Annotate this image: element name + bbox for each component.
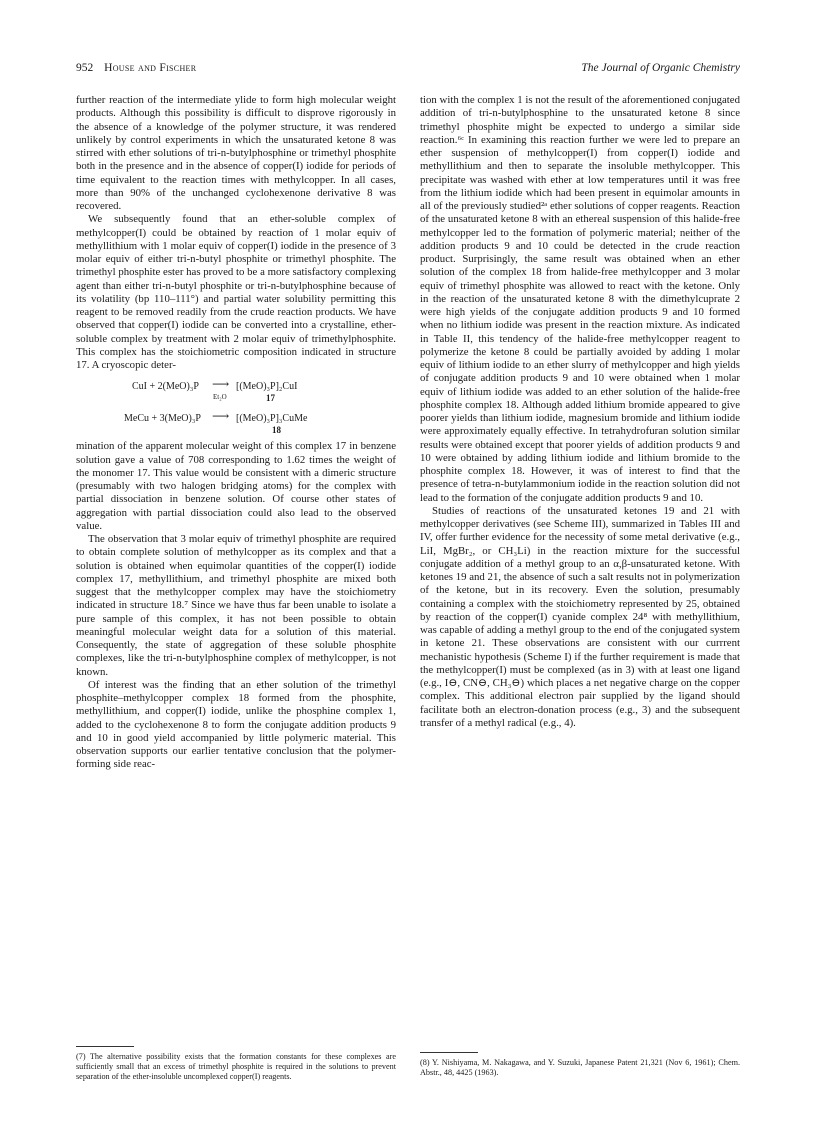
left-paragraph-1: further reaction of the intermediate ylide to form high molecular weight products. Although this possibility is difficult to disprove rigorously in the absence of a knowledge of the polymer structure, it was rendered unlikely by control experiments in which the unsaturated ketone 8 was stirred with ether solutions of tri-n-butylphosphine or trimethyl phosphite both in the presence and in the absence of copper(I) iodide for periods of time equivalent to the reaction times with methylcopper. In all cases, more than 90% of the unchanged cyclohexenone derivative 8 was recovered. [76, 94, 396, 212]
equation-18-reactants: MeCu + 3(MeO)₃P [124, 413, 201, 425]
journal-name: The Journal of Organic Chemistry [581, 62, 740, 74]
equation-18-arrow: ⟶ [212, 409, 230, 424]
left-paragraph-2: We subsequently found that an ether-soluble complex of methylcopper(I) could be obtained by reaction of 1 molar equiv of methyllithium with 1 molar equiv of copper(I) iodide in the presence of 3 molar equiv of either tri-n-butyl phosphite or trimethyl phosphite. The trimethyl phosphite ester has proved to be a more satisfactory complexing agent than either tri-n-butyl phosphite or tri-n-butylphosphine because of its volatility (bp 110–111°) and partial water solubility permitting this reagent to be removed readily from the crude reaction products. We have observed that copper(I) iodide can be converted into a crystalline, ether-soluble complex by treatment with 2 molar equiv of trimethylphosphite. This complex has the stoichiometric composition indicated in structure 17. A cryoscopic deter- [76, 213, 396, 371]
equation-18-label: 18 [272, 425, 281, 436]
equation-17-product: [(MeO)₃P]₂CuI [236, 381, 298, 393]
right-paragraph-2: Studies of reactions of the unsaturated ketones 19 and 21 with methylcopper derivatives (see Scheme III), summarized in Tables III and IV, offer further evidence for the necessity of some metal derivative (e.g., LiI, MgBr₂, or CH₃Li) in the reaction mixture for the successful conjugate addition of a methyl group to an α,β-unsaturated ketone. With ketones 19 and 21, the absence of such a salt results not in polymerization of the ketone, but in its recovery. Even the solution, presumably containing a complex with the stoichiometry represented by 25, obtained by reaction of the copper(I) cyanide complex 24⁸ with methyllithium, was capable of adding a methyl group to the end of the conjugated system in ketone 21. These observations are consistent with our currrent mechanistic hypothesis (Scheme I) if the further requirement is made that the methylcopper(I) must be complexed (as in 3) with at least one ligand (e.g., I⊖, CN⊖, CH₃⊖) which places a net negative charge on the copper complex. This additional electron pair supplied by the ligand should facilitate both an electron-donation process (e.g., 3) and the subsequent transfer of a methyl radical (e.g., 4). [420, 504, 740, 729]
left-paragraph-3: mination of the apparent molecular weight of this complex 17 in benzene solution gave a value of 708 corresponding to 1.62 times the weight of the monomer 17. This value would be consistent with a dimeric structure (presumably with two halogen bridging atoms) for the complex with partial dissociation in benzene solution. Of course other states of aggregation with partial dissociation could also lead to the observed value. [76, 440, 396, 532]
equation-17-label: 17 [266, 393, 275, 404]
left-paragraph-5: Of interest was the finding that an ether solution of the trimethyl phosphite–methylcopper complex 18 formed from the phosphite, methyllithium, and copper(I) iodide, unlike the phosphine complex 1, added to the cyclohexenone 8 to form the conjugate addition products 9 and 10 in good yield accompanied by little polymeric material. This observation supports our earlier tentative conclusion that the polymer-forming side reac- [76, 678, 396, 771]
equation-17-reactants: CuI + 2(MeO)₃P [132, 381, 199, 393]
footnote-divider-left [76, 1046, 134, 1047]
equation-18 [76, 410, 396, 436]
running-header [76, 62, 740, 78]
header-left [76, 62, 196, 74]
author-names: House and Fischer [104, 62, 197, 74]
left-paragraph-4: The observation that 3 molar equiv of trimethyl phosphite are required to obtain complete solution of methylcopper as its complex and that a solution is obtained when equimolar quantities of the copper(I) iodide complex 17, methyllithium, and trimethyl phosphite are mixed both suggest that the methylcopper complex may have the stoichiometry indicated in structure 18.⁷ Since we have thus far been unable to isolate a pure sample of this complex, it has not been possible to obtain meaningful molecular weight data for a solution of this material. Consequently, the state of aggregation of these soluble phosphite complexes, like the tri-n-butylphosphine complex of methylcopper, is not known. [76, 533, 396, 678]
equation-17-solvent: Et₂O [213, 393, 227, 402]
footnote-7: (7) The alternative possibility exists that the formation constants for these complexes are sufficiently small that an excess of trimethyl phosphite is required in the solutions to prevent separation of the ether-insoluble uncomplexed copper(I) reagents. [76, 1052, 396, 1081]
footnote-divider-right [420, 1052, 478, 1053]
right-column [420, 94, 740, 730]
right-paragraph-1: tion with the complex 1 is not the result of the aforementioned conjugated addition of tri-n-butylphosphine to the unsaturated ketone 8 since trimethyl phosphite might be expected to undergo a similar side reaction.⁶ᶜ In examining this reaction further we were led to prepare an ether suspension of methylcopper(I) from copper(I) iodide and methyllithium and then to separate the insoluble methylcopper. This precipitate was washed with ether at low temperatures until it was free from the lithium iodide which had been present in equimolar amounts in all of the previously studied²ᵃ ether solutions of copper reagents. Reaction of the unsaturated ketone 8 with an ethereal suspension of this halide-free methylcopper led to the formation of polymeric material; neither of the addition products 9 and 10 could be detected in the crude reaction product. Surprisingly, the same result was obtained when an ether solution of the complex 18 from halide-free methylcopper and 3 molar equiv of trimethyl phosphite was allowed to react with the ketone. Only in the reaction of the unsaturated ketone 8 with the dimethylcuprate 2 were high yields of the conjugate addition products 9 and 10 formed when no lithium iodide was present in the reaction mixture. As indicated in Table II, this tendency of the halide-free methylcopper reagent to polymerize the ketone 8 could be partially avoided by adding 1 molar equiv of lithium iodide to an ether slurry of methylcopper and high yields of conjugate addition products 9 and 10 were obtained when 1 molar equiv of lithium iodide was added to an ether solution of the halide-free phosphite complex 18. Although added lithium bromide appeared to give poorer yields than lithium iodide, magnesium bromide and lithium iodide were approximately equally effective. In tetrahydrofuran solution similar results were obtained except that poorer yields of addition products 9 and 10 were obtained by adding lithium iodide and lithium bromide to the phosphite complex 18. However, it was of interest to find that the presence of tetra-n-butylammonium iodide in the reaction solution did not lead to the formation of the conjugate addition products 9 and 10. [420, 94, 740, 504]
equation-17 [76, 378, 396, 404]
page-number: 952 [76, 62, 94, 74]
equation-18-product: [(MeO)₃P]₃CuMe [236, 413, 308, 425]
equation-17-arrow: ⟶ [212, 377, 230, 392]
footnote-8: (8) Y. Nishiyama, M. Nakagawa, and Y. Suzuki, Japanese Patent 21,321 (Nov 6, 1961); Chem. Abstr., 48, 4425 (1963). [420, 1058, 740, 1077]
left-column [76, 94, 396, 772]
